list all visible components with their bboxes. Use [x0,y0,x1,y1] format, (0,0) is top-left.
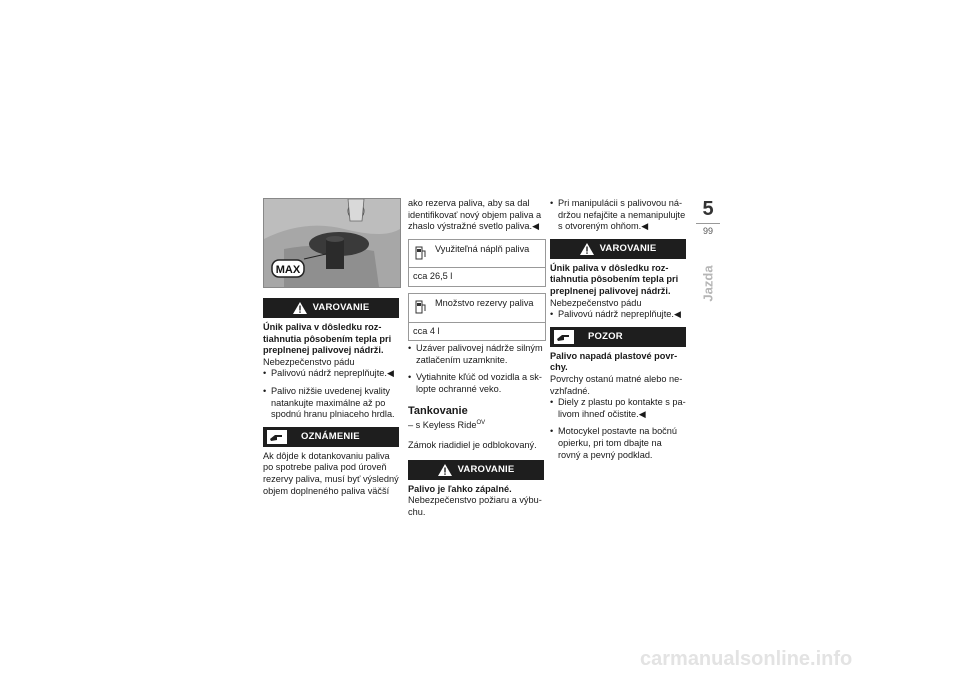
chapter-marker [696,198,720,302]
option-text: – s Keyless Ride [408,419,477,430]
notice-text: Ak dôjde k dotankovaniu paliva po spotrebe paliva pod úroveň rezervy paliva, musí byť výsledný objem doplneného paliva väčší [263,450,399,496]
column-1 [263,198,399,497]
list-item: • Uzáver palivovej nádrže silným zatlačením uzamknite. [408,343,544,366]
spec-label: Množstvo rezervy paliva [435,297,534,308]
caution-text: Povrchy ostanú matné alebo ne-vzhľadné. [550,373,683,396]
page-number: 99 [696,223,720,236]
option-line [408,418,544,432]
spec-table-usable-fuel [408,239,546,287]
list-item: • Pri manipulácii s palivovou ná-držou nefajčite a nemanipulujte s otvoreným ohňom.◀ [550,198,686,233]
warning-triangle-icon [293,302,307,314]
safety-bullets [550,198,686,233]
spec-value: cca 26,5 l [413,271,453,282]
warning-hazard: Nebezpečenstvo požiaru a výbu-chu. [408,495,542,517]
fuel-pump-icon [415,245,429,265]
fuel-filler-illustration [264,199,400,287]
max-label: MAX [275,264,301,276]
watermark: carmanualsonline.info [640,648,853,670]
list-item: • Vytiahnite kľúč od vozidla a sk-lopte ochranné veko. [408,372,544,395]
warning-hazard: Nebezpečenstvo pádu [263,356,355,367]
warning-label: VAROVANIE [457,463,515,475]
warning-hazard: Nebezpečenstvo pádu [550,297,642,308]
warning-title: Únik paliva v dôsledku roz-tiahnutia pôsobením tepla pri preplnenej palivovej nádrži. [263,322,392,356]
warning-bullets [550,309,686,321]
lock-status-text: Zámok riadidiel je odblokovaný. [408,440,537,451]
warning-bullets [263,368,399,420]
warning-label: VAROVANIE [312,302,370,314]
notice-banner [263,427,399,447]
warning-banner [263,298,399,318]
instruction-bullets [408,343,544,395]
list-item: • Palivovú nádrž nepreplňujte.◀ [263,368,399,380]
option-superscript: OV [476,419,486,426]
column-3 [550,198,686,467]
fuel-pump-icon [415,299,429,319]
list-item: • Motocykel postavte na bočnú opierku, pri tom dbajte na rovný a pevný podklad. [550,426,686,461]
spec-table-reserve-fuel [408,293,546,341]
notice-label: OZNÁMENIE [301,430,360,442]
notice-hand-icon [267,430,287,444]
chapter-title: Jazda [700,265,716,302]
warning-label: VAROVANIE [599,242,657,254]
list-item: • Diely z plastu po kontakte s pa-livom ihneď očistite.◀ [550,397,686,420]
caution-title: Palivo napadá plastové povr-chy. [550,350,678,373]
caution-hand-icon [554,330,574,344]
section-heading: Tankovanie [408,404,468,417]
column-2 [408,198,544,519]
warning-triangle-icon [438,464,452,476]
warning-title: Palivo je ľahko zápalné. [408,483,512,494]
warning-triangle-icon [580,243,594,255]
spec-label: Využiteľná náplň paliva [435,243,530,254]
warning-banner [550,239,686,259]
caution-bullets [550,397,686,461]
spec-value: cca 4 l [413,325,440,336]
chapter-number: 5 [702,198,714,220]
fuel-tank-photo [263,198,401,288]
caution-banner [550,327,686,347]
caution-label: POZOR [588,330,623,342]
list-item: • Palivovú nádrž nepreplňujte.◀ [550,309,686,321]
warning-banner [408,460,544,480]
notice-text-continued: ako rezerva paliva, aby sa dal identifikovať nový objem paliva a zhaslo výstražné svetlo paliva.◀ [408,198,542,232]
list-item: • Palivo nižšie uvedenej kvality natankujte maximálne až po spodnú hranu plniaceho hrdla. [263,386,399,421]
warning-title: Únik paliva v dôsledku roz-tiahnutia pôsobením tepla pri preplnenej palivovej nádrži. [550,262,679,296]
